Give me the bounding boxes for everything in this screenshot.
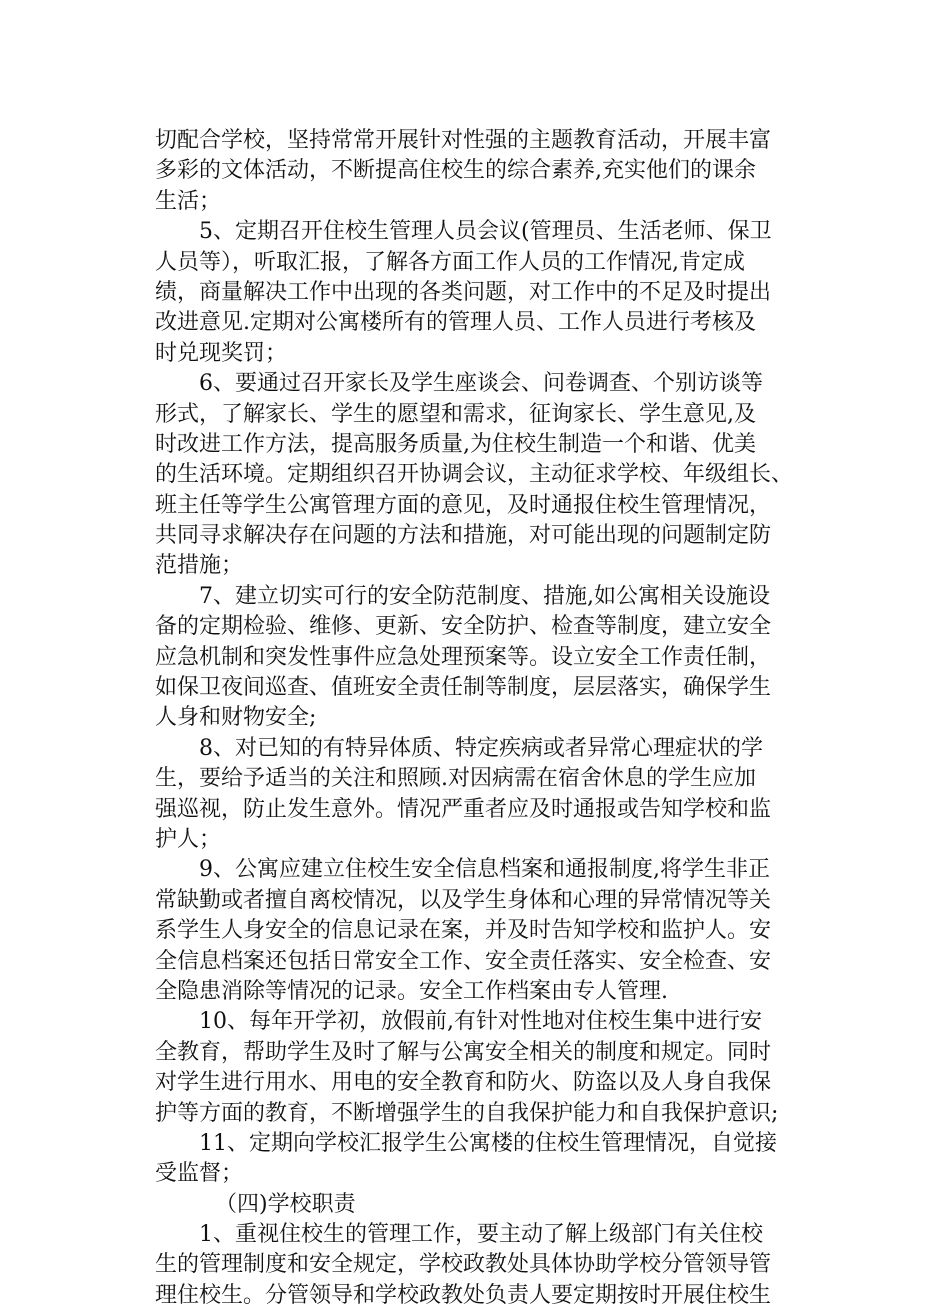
document-body xyxy=(155,126,845,1311)
text-line: 备的定期检验、维修、更新、安全防护、检查等制度，建立安全 xyxy=(155,614,772,640)
text-line: 全隐患消除等情况的记录。安全工作档案由专人管理. xyxy=(155,978,668,1004)
section-heading: （四)学校职责 xyxy=(215,1191,356,1217)
text-line: 切配合学校，坚持常常开展针对性强的主题教育活动，开展丰富 xyxy=(155,128,772,153)
text-line: 绩，商量解决工作中出现的各类问题，对工作中的不足及时提出 xyxy=(155,279,772,305)
text-line: 6、要通过召开家长及学生座谈会、问卷调查、个别访谈等 xyxy=(199,371,763,397)
text-line: 如保卫夜间巡查、值班安全责任制等制度，层层落实，确保学生 xyxy=(155,675,772,701)
text-line: 9、公寓应建立住校生安全信息档案和通报制度,将学生非正 xyxy=(199,857,770,883)
text-line: 护人； xyxy=(155,826,222,852)
text-line: 人员等），听取汇报，了解各方面工作人员的工作情况,肯定成 xyxy=(155,249,745,275)
text-line: 时改进工作方法，提高服务质量,为住校生制造一个和谐、优美 xyxy=(155,431,756,457)
text-line: 10、每年开学初，放假前,有针对性地对住校生集中进行安 xyxy=(199,1009,762,1035)
text-line: 1、重视住校生的管理工作，要主动了解上级部门有关住校 xyxy=(199,1222,763,1248)
text-line: 时兑现奖罚； xyxy=(155,340,288,366)
text-line: 强巡视，防止发生意外。情况严重者应及时通报或告知学校和监 xyxy=(155,796,772,822)
text-line: 应急机制和突发性事件应急处理预案等。设立安全工作责任制， xyxy=(155,644,772,670)
text-line: 理住校生。分管领导和学校政教处负责人要定期按时开展住校生 xyxy=(155,1282,772,1308)
text-line: 生活； xyxy=(155,188,222,214)
text-line: 护等方面的教育，不断增强学生的自我保护能力和自我保护意识; xyxy=(155,1100,779,1126)
text-line: 7、建立切实可行的安全防范制度、措施,如公寓相关设施设 xyxy=(199,583,770,609)
text-line: 5、定期召开住校生管理人员会议(管理员、生活老师、保卫 xyxy=(199,219,772,245)
text-line: 8、对已知的有特异体质、特定疾病或者异常心理症状的学 xyxy=(199,735,763,761)
text-line: 的生活环境。定期组织召开协调会议，主动征求学校、年级组长、 xyxy=(155,462,794,488)
text-line: 常缺勤或者擅自离校情况，以及学生身体和心理的异常情况等关 xyxy=(155,887,772,913)
text-line: 形式，了解家长、学生的愿望和需求，征询家长、学生意见,及 xyxy=(155,401,756,427)
text-line: 对学生进行用水、用电的安全教育和防火、防盗以及人身自我保 xyxy=(155,1070,772,1096)
text-line: 系学生人身安全的信息记录在案，并及时告知学校和监护人。安 xyxy=(155,918,772,944)
text-line: 人身和财物安全; xyxy=(155,705,317,731)
text-line: 改进意见.定期对公寓楼所有的管理人员、工作人员进行考核及 xyxy=(155,310,756,336)
text-line: 全教育，帮助学生及时了解与公寓安全相关的制度和规定。同时 xyxy=(155,1039,772,1065)
text-line: 范措施； xyxy=(155,553,244,579)
text-line: 11、定期向学校汇报学生公寓楼的住校生管理情况，自觉接 xyxy=(199,1130,777,1156)
text-line: 受监督； xyxy=(155,1161,244,1187)
text-line: 生，要给予适当的关注和照顾.对因病需在宿舍休息的学生应加 xyxy=(155,766,756,792)
text-line: 全信息档案还包括日常安全工作、安全责任落实、安全检查、安 xyxy=(155,948,772,974)
text-line: 共同寻求解决存在问题的方法和措施，对可能出现的问题制定防 xyxy=(155,523,772,549)
text-line: 生的管理制度和安全规定，学校政教处具体协助学校分管领导管 xyxy=(155,1252,772,1278)
text-line: 多彩的文体活动，不断提高住校生的综合素养,充实他们的课余 xyxy=(155,158,756,184)
text-line: 班主任等学生公寓管理方面的意见，及时通报住校生管理情况， xyxy=(155,492,772,518)
